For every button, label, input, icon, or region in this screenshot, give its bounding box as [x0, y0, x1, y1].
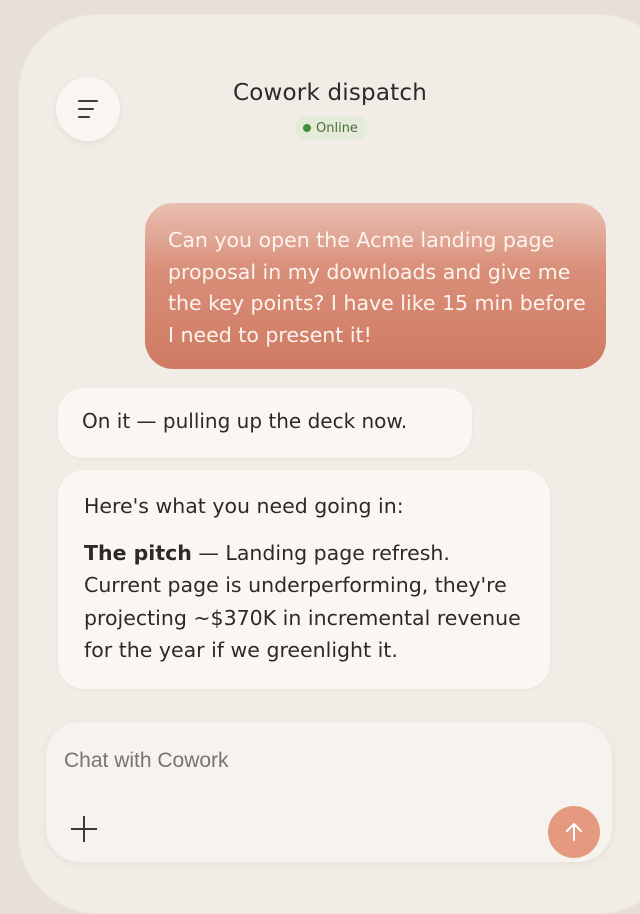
assistant-message-ack: On it — pulling up the deck now. — [58, 388, 472, 458]
pitch-text: — Landing page refresh. Current page is underperforming, they're projecting ~$370K in incremental revenue for the year if we greenlight it. — [84, 540, 521, 662]
page-title: Cowork dispatch — [232, 80, 427, 106]
arrow-up-icon — [562, 820, 586, 844]
pitch-label: The pitch — [84, 540, 192, 565]
user-message: Can you open the Acme landing page proposal in my downloads and give me the key points? I have like 15 min before I need to present it! — [145, 203, 606, 369]
summary-intro: Here's what you need going in: — [84, 494, 404, 518]
send-button[interactable] — [548, 806, 600, 858]
menu-icon-line — [78, 116, 90, 118]
chat-input[interactable] — [62, 748, 337, 774]
assistant-message-summary — [58, 470, 550, 689]
status-label: Online — [316, 120, 358, 136]
menu-button[interactable] — [56, 77, 120, 141]
summary-body — [84, 537, 530, 667]
menu-icon — [78, 100, 98, 102]
online-status-dot-icon — [303, 124, 311, 132]
plus-icon[interactable] — [68, 814, 100, 846]
menu-icon-line — [78, 108, 94, 110]
chat-composer — [46, 722, 612, 862]
status-badge — [295, 116, 368, 140]
